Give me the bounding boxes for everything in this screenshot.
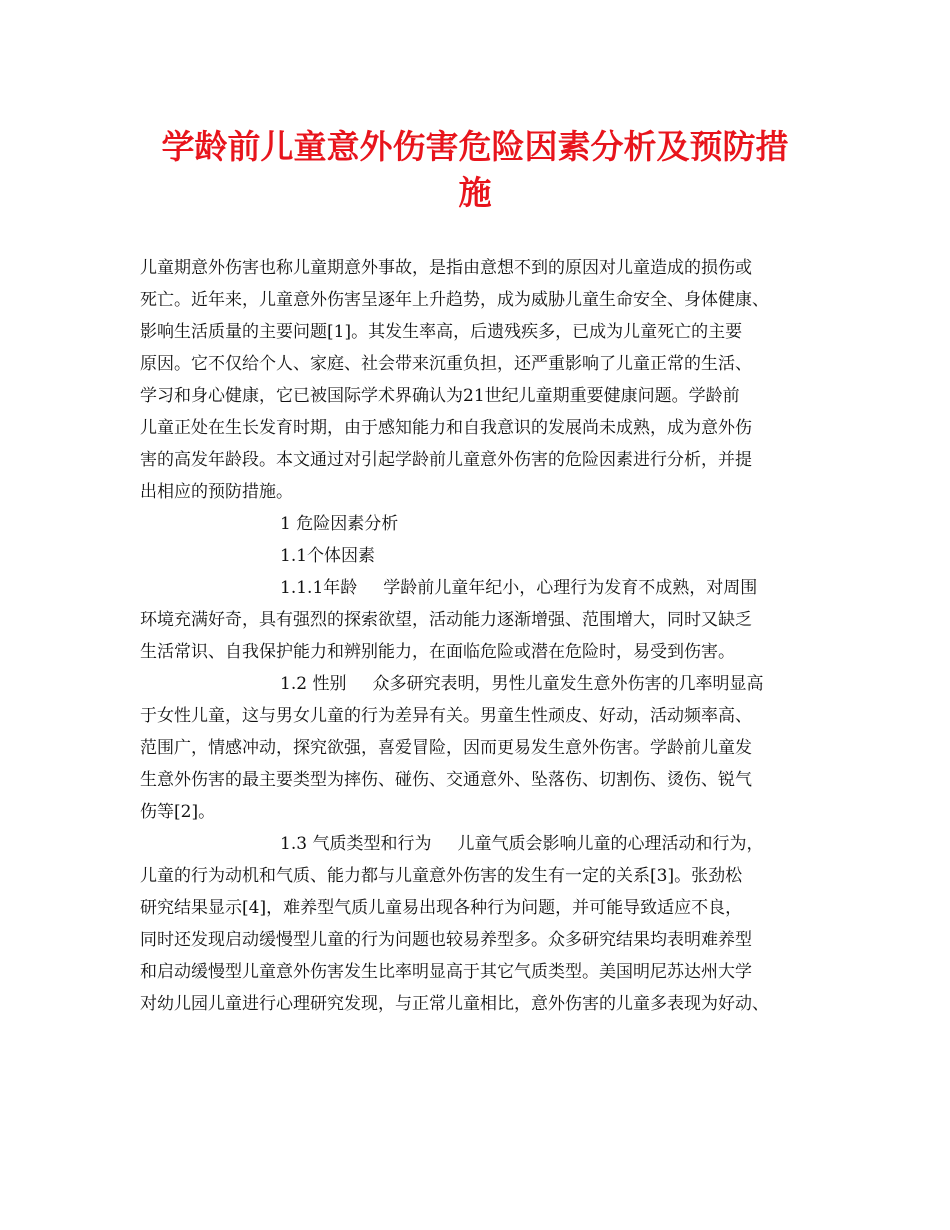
- subsection-heading: 1.1个体因素: [280, 546, 376, 566]
- paragraph-line: 范围广，情感冲动，探究欲强，喜爱冒险，因而更易发生意外伤害。学龄前儿童发: [140, 738, 752, 758]
- section-heading: 1 危险因素分析: [280, 514, 399, 534]
- paragraph-line: 儿童期意外伤害也称儿童期意外事故，是指由意想不到的原因对儿童造成的损伤或: [140, 258, 752, 278]
- paragraph-line: 研究结果显示[4]，难养型气质儿童易出现各种行为问题，并可能导致适应不良，: [140, 898, 743, 918]
- subsection-heading: 1.1.1年龄: [280, 578, 358, 598]
- paragraph-line: 环境充满好奇，具有强烈的探索欲望，活动能力逐渐增强、范围增大，同时又缺乏: [140, 610, 752, 630]
- paragraph-text: 众多研究表明，男性儿童发生意外伤害的几率明显高: [372, 674, 764, 694]
- paragraph-line: 出相应的预防措施。: [140, 482, 293, 502]
- title-line: 学龄前儿童意外伤害危险因素分析及预防措: [161, 127, 789, 166]
- paragraph-line: 影响生活质量的主要问题[1]。其发生率高，后遗残疾多，已成为儿童死亡的主要: [140, 322, 743, 342]
- document-title: [130, 124, 820, 216]
- title-line: 施: [458, 173, 492, 212]
- paragraph-line: 对幼儿园儿童进行心理研究发现，与正常儿童相比，意外伤害的儿童多表现为好动、: [140, 994, 769, 1014]
- paragraph-line: 学习和身心健康，它已被国际学术界确认为21世纪儿童期重要健康问题。学龄前: [140, 386, 740, 406]
- paragraph-line: 生意外伤害的最主要类型为摔伤、碰伤、交通意外、坠落伤、切割伤、烫伤、锐气: [140, 770, 752, 790]
- paragraph-line: 和启动缓慢型儿童意外伤害发生比率明显高于其它气质类型。美国明尼苏达州大学: [140, 962, 752, 982]
- subsection-first-line: [140, 572, 816, 604]
- subsection-heading: 1.2 性别: [280, 674, 347, 694]
- paragraph-line: 生活常识、自我保护能力和辨别能力，在面临危险或潜在危险时，易受到伤害。: [140, 642, 735, 662]
- paragraph-line: 同时还发现启动缓慢型儿童的行为问题也较易养型多。众多研究结果均表明难养型: [140, 930, 752, 950]
- paragraph-line: 儿童的行为动机和气质、能力都与儿童意外伤害的发生有一定的关系[3]。张劲松: [140, 866, 743, 886]
- subsection-first-line: [140, 828, 816, 860]
- paragraph-line: 死亡。近年来，儿童意外伤害呈逐年上升趋势，成为威胁儿童生命安全、身体健康、: [140, 290, 769, 310]
- document-body: [140, 252, 816, 1020]
- subsection-first-line: [140, 668, 816, 700]
- paragraph-line: 儿童正处在生长发育时期，由于感知能力和自我意识的发展尚未成熟，成为意外伤: [140, 418, 752, 438]
- paragraph-line: 伤等[2]。: [140, 802, 216, 822]
- paragraph-text: 儿童气质会影响儿童的心理活动和行为，: [457, 834, 764, 854]
- paragraph-line: 于女性儿童，这与男女儿童的行为差异有关。男童生性顽皮、好动，活动频率高、: [140, 706, 752, 726]
- subsection-heading: 1.3 气质类型和行为: [280, 834, 432, 854]
- paragraph-line: 害的高发年龄段。本文通过对引起学龄前儿童意外伤害的危险因素进行分析，并提: [140, 450, 752, 470]
- paragraph-text: 学龄前儿童年纪小，心理行为发育不成熟，对周围: [383, 578, 758, 598]
- paragraph-line: 原因。它不仅给个人、家庭、社会带来沉重负担，还严重影响了儿童正常的生活、: [140, 354, 752, 374]
